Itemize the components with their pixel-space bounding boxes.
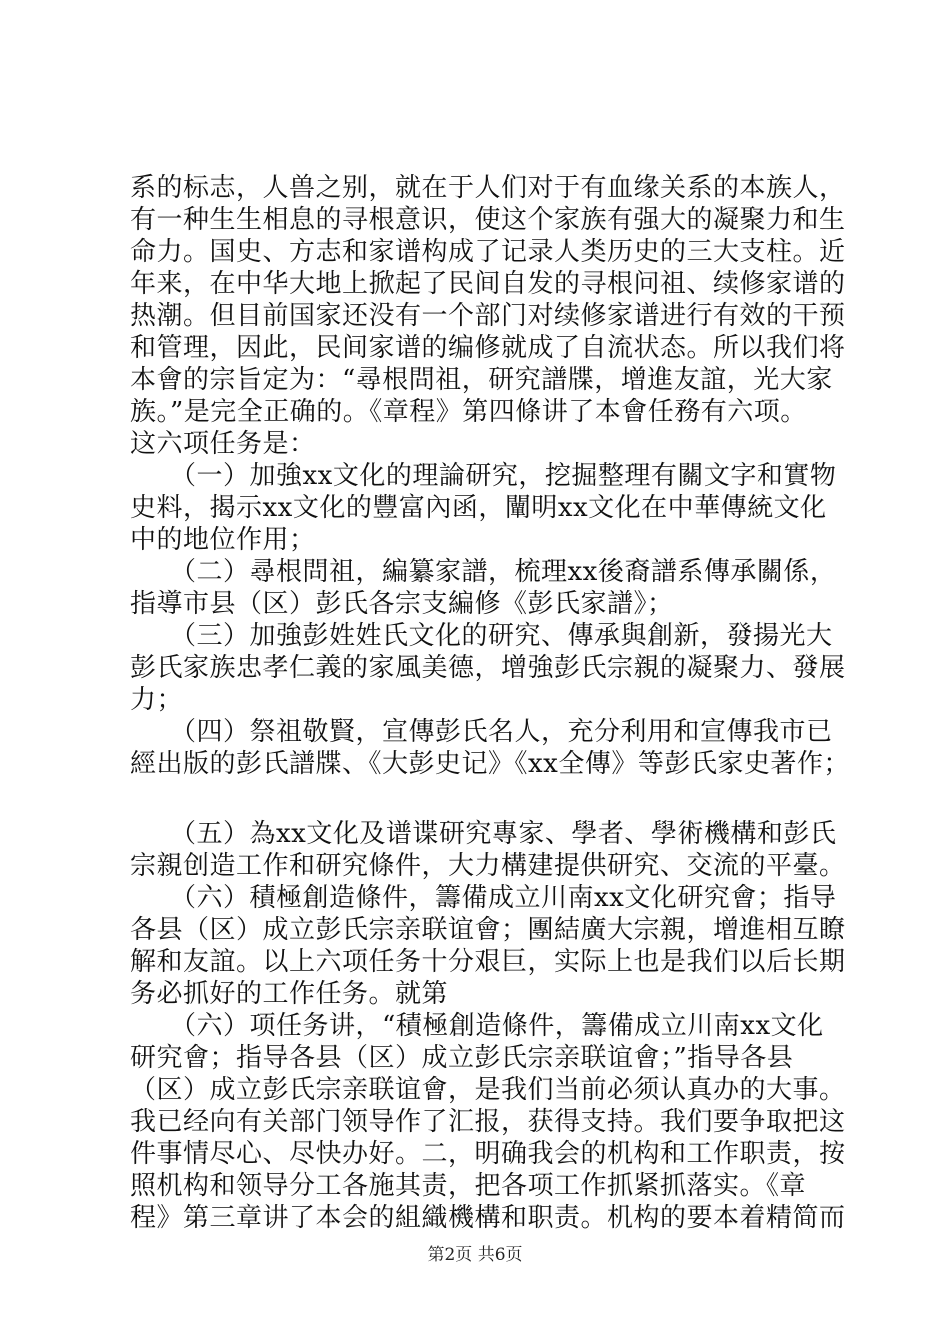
text-line: 年来，在中华大地上掀起了民间自发的寻根问祖、续修家谱的 [130, 269, 846, 299]
text-line: 这六项任务是： [130, 429, 316, 459]
text-line: （六）積極創造條件，籌備成立川南xx文化研究會；指导 [130, 883, 837, 913]
text-line: 有一种生生相息的寻根意识，使这个家族有强大的凝聚力和生 [130, 205, 846, 235]
text-line: （三）加強彭姓姓氏文化的研究、傳承與創新，發揚光大 [130, 621, 833, 651]
text-line: 史料，揭示xx文化的豐富內函，闡明xx文化在中華傳統文化 [130, 493, 827, 523]
text-line: （区）成立彭氏宗亲联谊會，是我们当前必须认真办的大事。 [130, 1075, 846, 1105]
text-line: （五）為xx文化及谱谍研究專家、學者、學術機構和彭氏 [130, 819, 837, 849]
text-line: 研究會；指导各县（区）成立彭氏宗亲联谊會；”指导各县 [130, 1043, 794, 1073]
text-line: （四）祭祖敬賢，宣傳彭氏名人，充分利用和宣傳我市已 [130, 717, 833, 747]
text-line: 命力。国史、方志和家谱构成了记录人类历史的三大支柱。近 [130, 237, 846, 267]
text-line: 解和友誼。以上六项任务十分艰巨，实际上也是我们以后长期 [130, 947, 846, 977]
text-line: 中的地位作用； [130, 525, 316, 555]
document-body [130, 172, 850, 1234]
text-line: 我已经向有关部门领导作了汇报，获得支持。我们要争取把这 [130, 1107, 846, 1137]
text-line: （六）项任务讲，“積極創造條件，籌備成立川南xx文化 [130, 1011, 824, 1041]
page-footer: 第2页 共6页 [427, 1245, 523, 1265]
text-line: 宗親创造工作和研究條件，大力構建提供研究、交流的平臺。 [130, 851, 846, 881]
text-line: 件事情尽心、尽快办好。二，明确我会的机构和工作职责，按 [130, 1139, 846, 1169]
text-line: 指導市县（区）彭氏各宗支編修《彭氏家譜》； [130, 589, 674, 619]
text-line: 程》第三章讲了本会的組織機構和职责。机构的要本着精简而 [130, 1203, 846, 1233]
text-line: 各县（区）成立彭氏宗亲联谊會；團結廣大宗親，增進相互瞭 [130, 915, 846, 945]
text-line: 力； [130, 685, 184, 715]
paragraph-block-1 [130, 172, 850, 780]
paragraph-block-2 [130, 818, 846, 1234]
text-line: 彭氏家族忠孝仁義的家風美德，增強彭氏宗親的凝聚力、發展 [130, 653, 846, 683]
text-line: 族。”是完全正确的。《章程》第四條讲了本會任務有六项。 [130, 397, 807, 427]
text-line: （二）尋根問祖，編纂家譜，梳理xx後裔譜系傳承關係， [130, 557, 837, 587]
text-line: 热潮。但目前国家还没有一个部门对续修家谱进行有效的干预 [130, 301, 846, 331]
text-line: 經出版的彭氏譜牒、《大彭史记》《xx全傳》等彭氏家史著作； [130, 749, 850, 779]
text-line: 照机构和领导分工各施其责，把各项工作抓紧抓落实。《章 [130, 1171, 807, 1201]
text-line: （一）加強xx文化的理論研究，挖掘整理有關文字和實物 [130, 461, 837, 491]
text-line: 和管理，因此，民间家谱的编修就成了自流状态。所以我们将 [130, 333, 846, 363]
text-line: 务必抓好的工作任务。就第 [130, 979, 449, 1009]
paragraph-gap [130, 780, 830, 818]
text-line: 系的标志，人兽之别，就在于人们对于有血缘关系的本族人， [130, 173, 846, 203]
text-line: 本會的宗旨定为：“尋根問祖，研究譜牒，增進友誼，光大家 [130, 365, 833, 395]
